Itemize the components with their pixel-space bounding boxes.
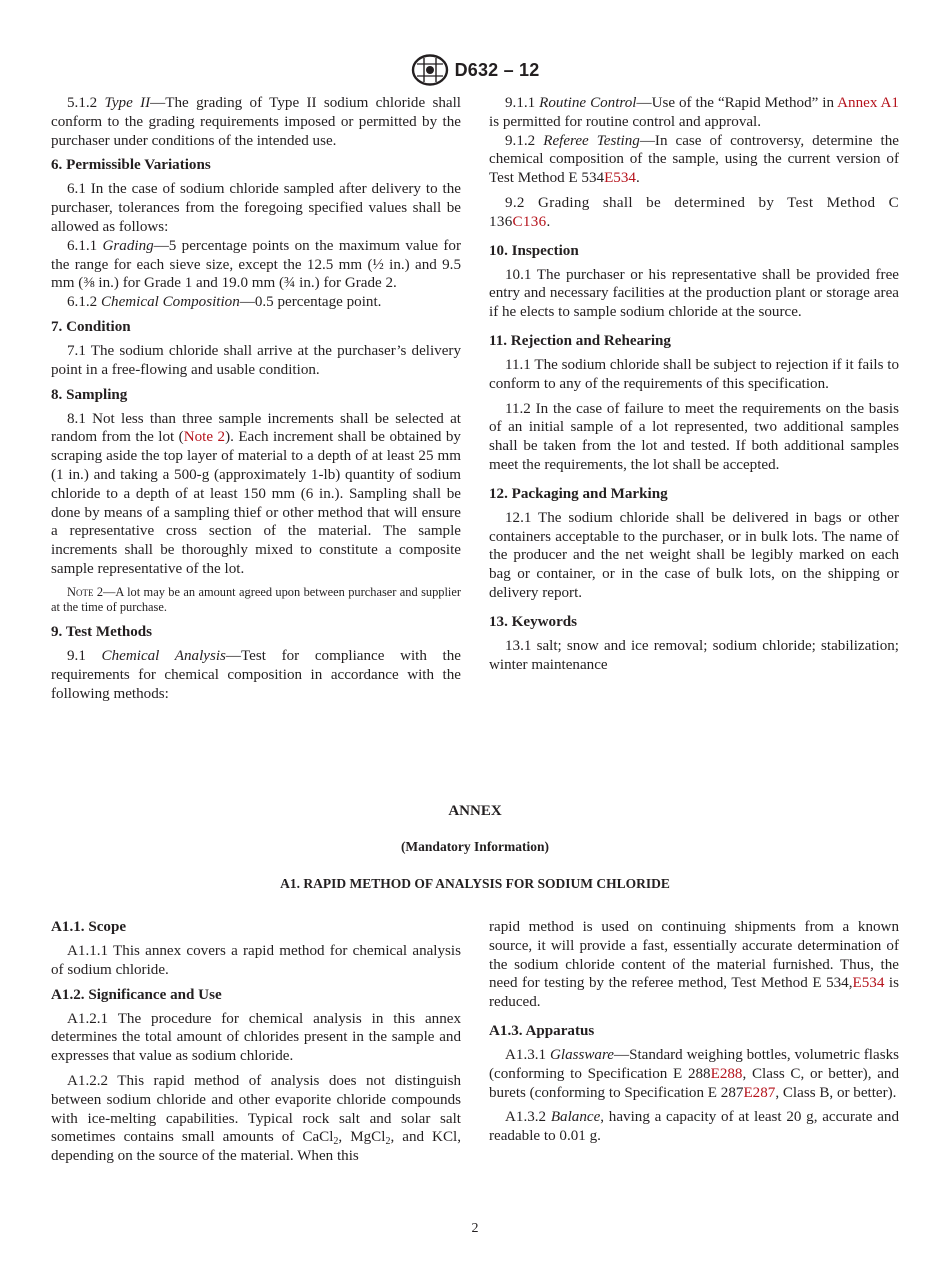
annex-title: ANNEX [448, 803, 502, 819]
e288-link[interactable]: E288 [710, 1065, 743, 1082]
left-column-upper [51, 94, 461, 709]
paragraph-11-2: 11.2 In the case of failure to meet the requirements on the basis of an initial sample of a lot represented, two additional samples shall be taken from the lot and tested. If both additional samples meet the requirements, the lot shall be accepted. [489, 400, 899, 473]
page-number: 2 [471, 1221, 479, 1236]
paragraph-12-1: 12.1 The sodium chloride shall be delivered in bags or other containers acceptable to the purchaser, or in bulk lots. The name of the producer and the net weight shall be legibly marked on each bag or container, or in the case of bulk lots, on the shipping or delivery report. [489, 509, 899, 601]
page-header [0, 54, 950, 86]
astm-logo [411, 54, 449, 86]
paragraph-6-1-1: 6.1.1 Grading—5 percentage points on the maximum value for the range for each sieve size, except the 12.5 mm (½ in.) and 9.5 mm (⅜ in.) for Grade 1 and 19.0 mm (¾ in.) for Grade 2. [51, 237, 461, 292]
note-2: Note 2—A lot may be an amount agreed upon between purchaser and supplier at the time of purchase. [51, 584, 461, 615]
annex-section-title: A1. RAPID METHOD OF ANALYSIS FOR SODIUM CHLORIDE [280, 876, 670, 891]
paragraph-9-2: 9.2 Grading shall be determined by Test Method C 136C136. [489, 194, 899, 230]
section-heading-11: 11. Rejection and Rehearing [489, 332, 671, 349]
section-heading-13: 13. Keywords [489, 613, 578, 630]
paragraph-5-1-2: 5.1.2 Type II—The grading of Type II sodium chloride shall conform to the grading requirements imposed or permitted by the purchaser under conditions of the intended use. [51, 95, 461, 149]
paragraph-13-1: 13.1 salt; snow and ice removal; sodium chloride; stabilization; winter maintenance [489, 637, 899, 673]
paragraph-9-1-1: 9.1.1 Routine Control—Use of the “Rapid Method” in Annex A1 is permitted for routine control and approval. [489, 95, 899, 130]
e534-link-annex[interactable]: E534 [852, 975, 885, 992]
paragraph-a1-3-2: A1.3.2 Balance, having a capacity of at least 20 g, accurate and readable to 0.01 g. [489, 1109, 899, 1145]
section-heading-7: 7. Condition [51, 318, 131, 335]
paragraph-a1-2-1: A1.2.1 The procedure for chemical analysis in this annex determines the total amount of chlorides present in the sample and expresses that value as sodium chloride. [51, 1010, 461, 1065]
section-heading-10: 10. Inspection [489, 242, 579, 259]
paragraph-11-1: 11.1 The sodium chloride shall be subject to rejection if it fails to conform to any of the requirements of this specification. [489, 356, 899, 392]
paragraph-6-1: 6.1 In the case of sodium chloride sampled after delivery to the purchaser, tolerances from the foregoing specified values shall be allowed as follows: [51, 181, 461, 235]
paragraph-a1-2-2-part1: A1.2.2 This rapid method of analysis does not distinguish between sodium chloride and other evaporite chloride compounds with ice-melting capabilities. Typical rock salt and solar salt sometimes contains small amounts of CaCl$_2$, MgCl$_2$, and KCl, depending on the source of the material. When this [51, 1072, 461, 1165]
e287-link[interactable]: E287 [743, 1084, 776, 1101]
annex-a1-link[interactable]: Annex A1 [837, 95, 899, 111]
annex-heading-a1-3: A1.3. Apparatus [489, 1022, 595, 1039]
paragraph-9-1: 9.1 Chemical Analysis—Test for compliance with the requirements for chemical composition in accordance with the following methods: [51, 647, 462, 702]
c136-link[interactable]: C136 [512, 213, 547, 230]
section-heading-9: 9. Test Methods [51, 623, 153, 640]
paragraph-8-1: 8.1 Not less than three sample increments shall be selected at random from the lot (Note 2). Each increment shall be obtained by scraping aside the top layer of material to a depth of at least 25 mm (1 in.) and taking a 500-g (approximately 1-lb) quantity of sodium chloride to a depth of at least 150 mm (6 in.). Sampling shall be done by means of a sampling thief or other method that will ensure a representative cross section of the material. The sample increments shall be thoroughly mixed to constitute a composite sample representative of the lot. [51, 410, 461, 577]
e534-link[interactable]: E534 [604, 170, 636, 187]
paragraph-10-1: 10.1 The purchaser or his representative shall be provided free entry and necessary facilities at the production plant or storage area if he elects to sample sodium chloride at the source. [489, 266, 899, 321]
paragraph-a1-1-1: A1.1.1 This annex covers a rapid method for chemical analysis of sodium chloride. [51, 943, 461, 978]
section-heading-12: 12. Packaging and Marking [489, 485, 668, 502]
section-heading-6: 6. Permissible Variations [51, 157, 211, 174]
note-2-link[interactable]: Note 2 [183, 429, 226, 446]
paragraph-6-1-2: 6.1.2 Chemical Composition—0.5 percentage point. [67, 294, 382, 311]
document-designation: D632 – 12 [454, 59, 540, 80]
section-heading-8: 8. Sampling [51, 386, 128, 403]
paragraph-a1-2-2-part2: rapid method is used on continuing shipments from a known source, it will provide a fast, essentially accurate determination of the sodium chloride content of the material furnished. Thus, the need for testing by the referee method, Test Method E 534,E534 is reduced. [489, 919, 900, 1011]
annex-heading-a1-1: A1.1. Scope [51, 919, 127, 935]
paragraph-a1-3-1: A1.3.1 Glassware—Standard weighing bottles, volumetric flasks (conforming to Specification E 288E288, Class C, or better), and burets (conforming to Specification E 287E287, Class B, or better). [489, 1046, 899, 1101]
annex-heading-a1-2: A1.2. Significance and Use [51, 986, 222, 1003]
right-column-upper [489, 94, 899, 680]
paragraph-7-1: 7.1 The sodium chloride shall arrive at the purchaser’s delivery point in a free-flowing and usable condition. [51, 342, 461, 378]
annex-subtitle: (Mandatory Information) [400, 839, 550, 854]
left-column-lower [51, 918, 461, 1172]
right-column-lower [489, 918, 899, 1152]
paragraph-9-1-2: 9.1.2 Referee Testing—In case of controversy, determine the chemical composition of the sample, using the current version of Test Method E 534E534. [489, 132, 899, 187]
